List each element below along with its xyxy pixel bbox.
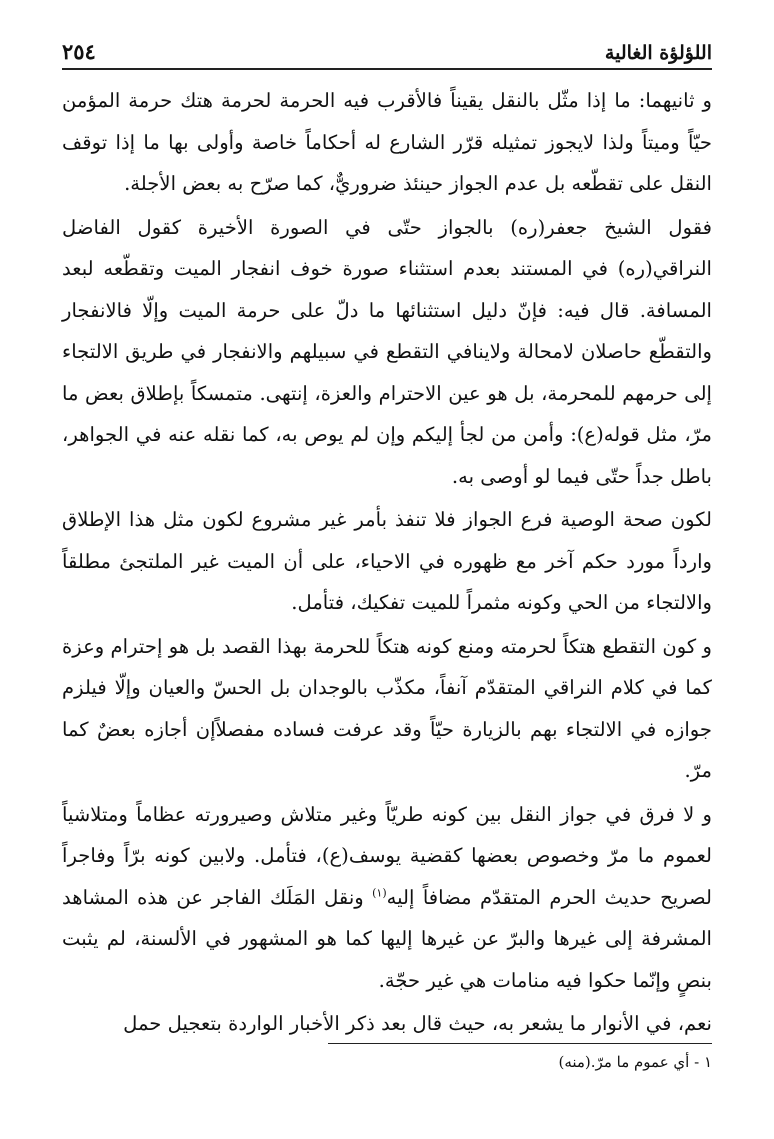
- paragraph-2: فقول الشيخ جعفر(ره) بالجواز حتّى في الصورة الأخيرة كقول الفاضل النراقي(ره) في المستند بعدم استثناء صورة خوف انفجار الميت وتقطّعه لبعد المسافة. قال فيه: فإنّ دليل استثنائها ما دلّ على حرمة الميت وإلّا فالانفجار والتقطّع حاصلان لامحالة ولاينافي التقطع في سبيلهم والانفجار في طريق الالتجاء إلى حرمهم للمحرمة، بل هو عين الاحترام والعزة، إنتهى. متمسكاً بإطلاق بعض ما مرّ، مثل قوله(ع): وأمن من لجأ إليكم وإن لم يوص به، كما نقله عنه في الجواهر، باطل جداً حتّى فيما لو أوصى به.: [62, 215, 712, 488]
- paragraph-6: نعم، في الأنوار ما يشعر به، حيث قال بعد ذكر الأخبار الواردة بتعجيل حمل: [123, 1012, 712, 1035]
- page-number: ٢٥٤: [62, 39, 96, 64]
- paragraph-5-text-b: ونقل المَلَك الفاجر عن هذه المشاهد المشرفة إلى غيرها والبرّ عن غيرها إليها كما هو المشهور في الألسنة، لم يثبت بنصٍ وإنّما حكوا فيه منامات هي غير حجّة.: [62, 885, 712, 992]
- body-text: [62, 80, 712, 1047]
- paragraph-4: و كون التقطع هتكاً لحرمته ومنع كونه هتكاً للحرمة بهذا القصد بل هو إحترام وعزة كما في كلام النراقي المتقدّم آنفاً، مكذّب بالوجدان بل الحسّ والعيان وإلّا فيلزم جوازه في الالتجاء بهم بالزيارة حيّاً وقد عرفت فساده مفصلاًإن أجازه بعضٌ كما مرّ.: [62, 634, 712, 782]
- paragraph-1: و ثانيهما: ما إذا مثّل بالنقل يقيناً فالأقرب فيه الحرمة لحرمة هتك حرمة المؤمن حيّاً وميتاً ولذا لايجوز تمثيله قرّر الشارع له أحكاماً خاصة وأولى بها ما إذا توقف النقل على تقطّعه بل عدم الجواز حينئذ ضروريٌّ، كما صرّح به بعض الأجلة.: [62, 89, 712, 195]
- footnote: ١ - أي عموم ما مرّ.(منه): [558, 1053, 712, 1071]
- footnote-divider: [328, 1043, 712, 1044]
- paragraph-5: [62, 794, 712, 1002]
- page-header: [62, 36, 712, 70]
- running-title: اللؤلؤة الغالية: [604, 42, 712, 64]
- paragraph-3: لكون صحة الوصية فرع الجواز فلا تنفذ بأمر غير مشروع لكون مثل هذا الإطلاق وارداً مورد حكم آخر مع ظهوره في الاحياء، على أن الميت غير الملتجئ مطلقاً والالتجاء من الحي وكونه مثمراً للميت تفكيك، فتأمل.: [62, 508, 712, 614]
- footnote-reference: (١): [372, 885, 387, 899]
- paragraph-5-text-a: و لا فرق في جواز النقل بين كونه طريّاً وغير متلاش وصيرورته عظاماً ومتلاشياً لعموم ما مرّ وخصوص بعضها كقضية يوسف(ع)، فتأمل. ولابين كونه برّاً وفاجراً لصريح حديث الحرم المتقدّم مضافاً إليه: [62, 802, 713, 909]
